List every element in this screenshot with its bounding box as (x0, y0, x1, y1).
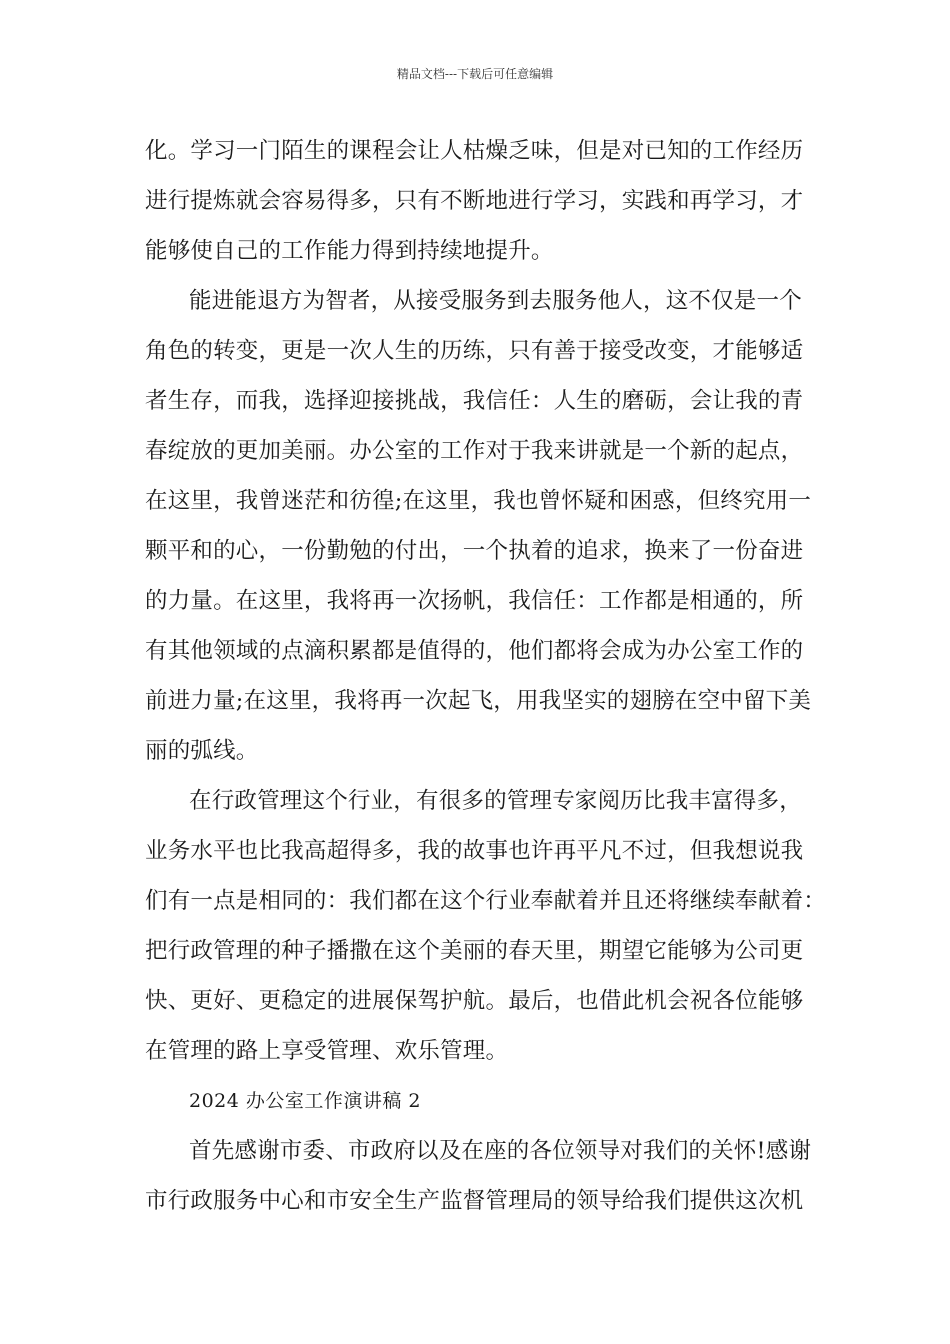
paragraph-line: 首先感谢市委、市政府以及在座的各位领导对我们的关怀!感谢 (189, 1138, 812, 1164)
section-heading: 2024 办公室工作演讲稿 2 (189, 1090, 422, 1112)
paragraph-line: 化。学习一门陌生的课程会让人枯燥乏味，但是对已知的工作经历 (145, 138, 804, 164)
paragraph-line: 在这里，我曾迷茫和彷徨;在这里，我也曾怀疑和困惑，但终究用一 (145, 488, 812, 514)
paragraph-line: 进行提炼就会容易得多，只有不断地进行学习，实践和再学习，才 (145, 188, 804, 214)
paragraph-line: 业务水平也比我高超得多，我的故事也许再平凡不过，但我想说我 (145, 838, 804, 864)
paragraph-line: 春绽放的更加美丽。办公室的工作对于我来讲就是一个新的起点， (145, 438, 804, 464)
paragraph-line: 们有一点是相同的：我们都在这个行业奉献着并且还将继续奉献着： (145, 888, 827, 914)
document-body (145, 129, 827, 1229)
paragraph-line: 能够使自己的工作能力得到持续地提升。 (145, 238, 554, 264)
paragraph-line: 把行政管理的种子播撒在这个美丽的春天里，期望它能够为公司更 (145, 938, 804, 964)
paragraph-line: 在行政管理这个行业，有很多的管理专家阅历比我丰富得多， (189, 788, 802, 814)
paragraph-line: 丽的弧线。 (145, 738, 259, 764)
paragraph-line: 市行政服务中心和市安全生产监督管理局的领导给我们提供这次机 (145, 1188, 804, 1214)
paragraph-line: 前进力量;在这里，我将再一次起飞，用我坚实的翅膀在空中留下美 (145, 688, 812, 714)
paragraph-line: 快、更好、更稳定的进展保驾护航。最后，也借此机会祝各位能够 (145, 988, 804, 1014)
paragraph-line: 的力量。在这里，我将再一次扬帆，我信任：工作都是相通的，所 (145, 588, 804, 614)
page-header: 精品文档---下载后可任意编辑 (396, 67, 554, 81)
paragraph-line: 能进能退方为智者，从接受服务到去服务他人，这不仅是一个 (189, 288, 802, 314)
paragraph-line: 在管理的路上享受管理、欢乐管理。 (145, 1038, 509, 1064)
paragraph-line: 颗平和的心，一份勤勉的付出，一个执着的追求，换来了一份奋进 (145, 538, 804, 564)
paragraph-line: 角色的转变，更是一次人生的历练，只有善于接受改变，才能够适 (145, 338, 804, 364)
paragraph-line: 者生存，而我，选择迎接挑战，我信任：人生的磨砺，会让我的青 (145, 388, 804, 414)
paragraph-line: 有其他领域的点滴积累都是值得的，他们都将会成为办公室工作的 (145, 638, 804, 664)
